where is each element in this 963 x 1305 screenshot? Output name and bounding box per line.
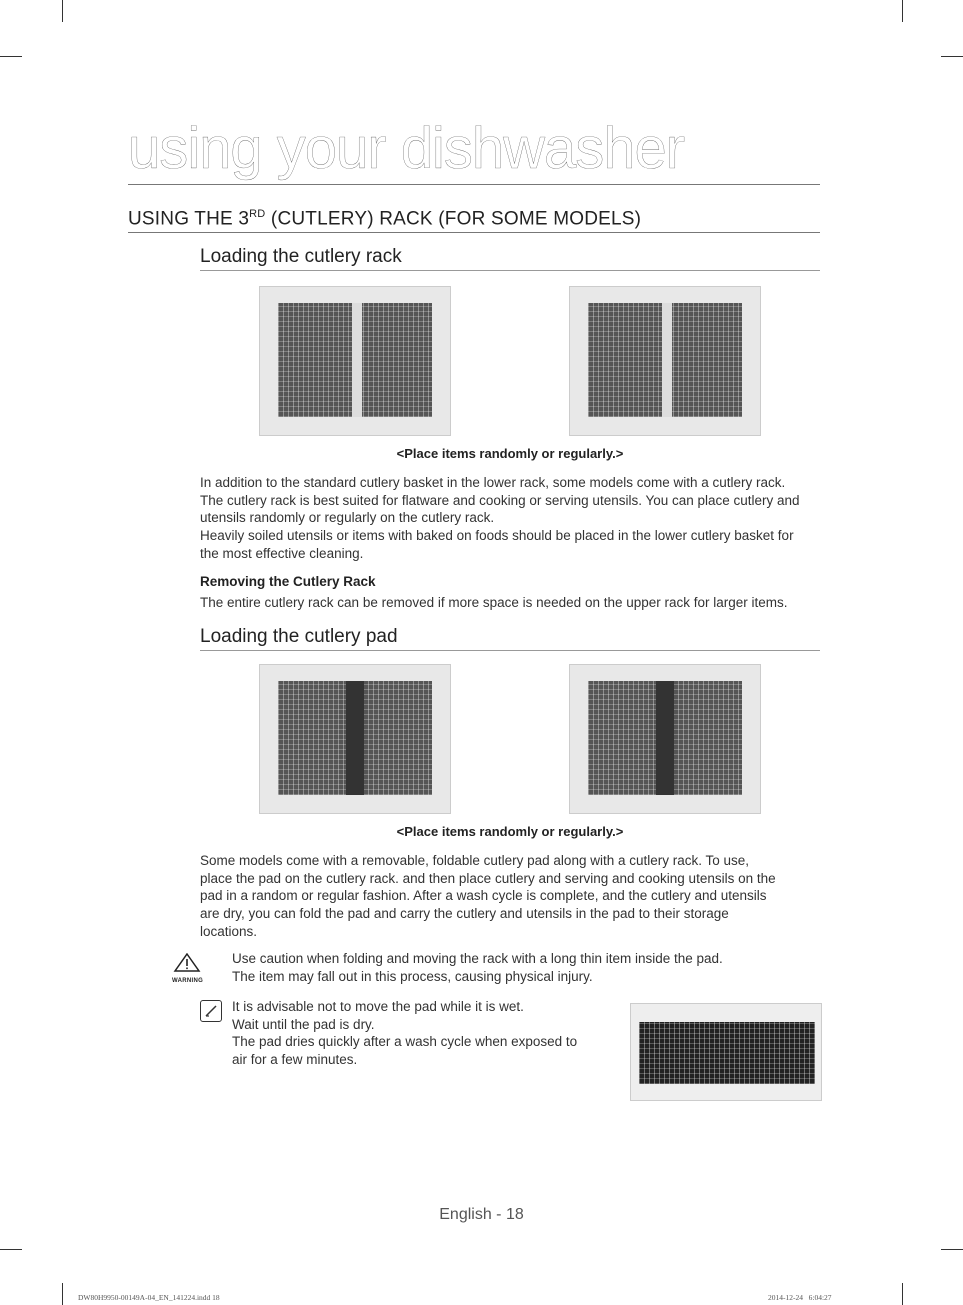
removing-text: The entire cutlery rack can be removed if more space is needed on the upper rack for larger items. [200, 595, 788, 610]
rack-caption: <Place items randomly or regularly.> [396, 446, 624, 461]
crop-mark [0, 1249, 22, 1250]
crop-mark [941, 56, 963, 57]
pad-photo-regular [569, 664, 761, 814]
crop-mark [62, 1283, 63, 1305]
rack-paragraph [200, 474, 820, 563]
section-title-suffix: (CUTLERY) RACK (FOR SOME MODELS) [265, 208, 642, 230]
pad-line: are dry, you can fold the pad and carry the cutlery and utensils in the pad to their storage [200, 906, 729, 922]
section-title-prefix: USING THE 3 [128, 208, 250, 230]
pad-paragraph [200, 852, 820, 941]
print-slug-date: 2014-12-24 6:04:27 [768, 1293, 832, 1302]
crop-mark [62, 0, 63, 22]
rack-line: utensils randomly or regularly on the cutlery rack. [200, 510, 495, 526]
crop-mark [902, 0, 903, 22]
pad-subtitle: Loading the cutlery pad [200, 624, 820, 651]
pad-line: pad in a random or regular fashion. After a wash cycle is complete, and the cutlery and utensils [200, 888, 767, 904]
crop-mark [902, 1283, 903, 1305]
rack-subtitle: Loading the cutlery rack [200, 244, 820, 271]
pad-line: Some models come with a removable, foldable cutlery pad along with a cutlery rack. To use, [200, 853, 750, 868]
warning-icon [172, 953, 202, 984]
warning-text [232, 950, 723, 985]
note-line: Wait until the pad is dry. [232, 1016, 375, 1032]
print-slug-file: DW80H9950-00149A-04_EN_141224.indd 18 [78, 1293, 220, 1302]
note-line: It is advisable not to move the pad while it is wet. [232, 999, 524, 1014]
note-line: The pad dries quickly after a wash cycle when exposed to [232, 1034, 578, 1050]
removing-title: Removing the Cutlery Rack [200, 574, 376, 589]
rack-line: the most effective cleaning. [200, 545, 364, 561]
pad-line: locations. [200, 923, 258, 939]
rack-line: The cutlery rack is best suited for flatware and cooking or serving utensils. You can place cutlery and [200, 492, 800, 508]
warning-label: WARNING [172, 978, 204, 984]
note-line: air for a few minutes. [232, 1052, 358, 1068]
folded-pad-photo [630, 1003, 822, 1101]
pad-line: place the pad on the cutlery rack. and then place cutlery and serving and cooking utensils on the [200, 870, 776, 886]
rack-line: Heavily soiled utensils or items with baked on foods should be placed in the lower cutlery basket for [200, 528, 794, 544]
page-number: English - 18 [439, 1206, 524, 1223]
rack-photo-regular [569, 286, 761, 436]
note-text [232, 998, 577, 1069]
warning-line: The item may fall out in this process, causing physical injury. [232, 968, 593, 984]
rack-photo-random [259, 286, 451, 436]
warning-line: Use caution when folding and moving the rack with a long thin item inside the pad. [232, 951, 723, 966]
pad-caption: <Place items randomly or regularly.> [396, 824, 624, 839]
note-icon [200, 1000, 222, 1022]
section-title [128, 201, 820, 233]
pad-photo-random [259, 664, 451, 814]
rack-line: In addition to the standard cutlery basket in the lower rack, some models come with a cutlery rack. [200, 475, 786, 490]
chapter-title: using your dishwasher [128, 114, 820, 185]
section-title-sup: RD [249, 208, 266, 220]
crop-mark [941, 1249, 963, 1250]
crop-mark [0, 56, 22, 57]
